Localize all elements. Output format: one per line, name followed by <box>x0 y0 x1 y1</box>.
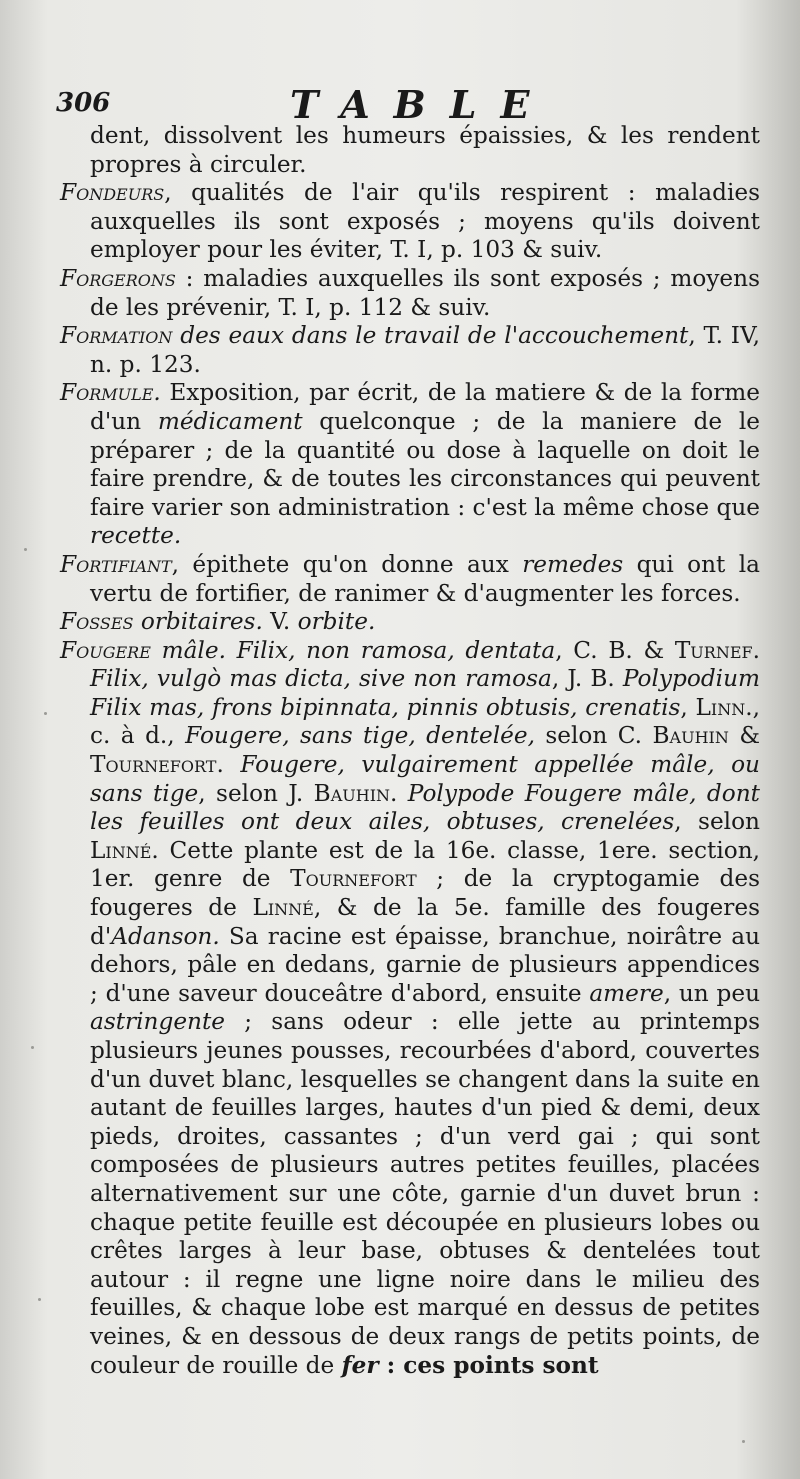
entry-fougere <box>60 637 760 1380</box>
entry-italic-text: astringente <box>90 1008 226 1036</box>
paper-fleck <box>742 1440 745 1443</box>
entry-italic-text: fer <box>341 1351 379 1379</box>
entry-author-name: Bauhin & Tournefort. <box>90 722 760 779</box>
entry-italic-text: mâle. Filix, non ramosa, dentata <box>150 636 556 664</box>
entry-fortifiant <box>60 551 760 608</box>
entry-author-name: Linné <box>252 894 314 922</box>
entry-italic-text: amere <box>589 979 664 1007</box>
entry-headword: Fortifiant <box>60 550 172 578</box>
page-number: 306 <box>56 88 111 118</box>
entry-italic-text: Adanson. <box>111 922 220 950</box>
entry-formule <box>60 379 760 551</box>
entry-text: , qualités de l'air qu'ils respirent : maladies auxquelles ils sont exposés ; moyens qu'ils doivent employer pour les éviter, T. I, p. 103 & suiv. <box>90 179 760 264</box>
running-title: TABLE <box>290 82 554 127</box>
entry-text: ; sans odeur : elle jette au printemps plusieurs jeunes pousses, recourbées d'abord, couvertes d'un duvet blanc, lesquelles se changent dans la suite en autant de feuilles larges, hautes d'un pied & demi, deux pieds, droites, cassantes ; d'un verd gai ; qui sont composées de plusieurs autres petites feuilles, placées alternativement sur une côte, garnie d'un duvet brun : chaque petite feuille est découpée en plusieurs lobes ou crêtes larges à leur base, obtuses & dentelées tout autour : il regne une ligne noire dans le milieu des feuilles, & chaque lobe est marqué en dessus de petites veines, & en dessous de deux rangs de petits points, de couleur de rouille de <box>90 1008 760 1379</box>
entry-italic-text: Filix, vulgò mas dicta, sive non ramosa <box>90 665 552 693</box>
entry-headword: Formule. <box>60 379 161 407</box>
index-body <box>60 122 760 1380</box>
entry-text: Cette plante est de la 16e. classe, 1ere. section, 1er. genre de <box>90 836 760 893</box>
entry-author-name: Turnef. <box>674 636 760 664</box>
entry-italic-text: recette. <box>90 522 182 550</box>
entry-italic-text: remedes <box>522 550 624 578</box>
paper-fleck <box>44 712 47 715</box>
entry-italic-text: Polypodium Filix mas, frons bipinnata, pinnis obtusis, crenatis <box>90 665 760 721</box>
entry-text: , selon <box>674 808 760 836</box>
entry-forgerons <box>60 265 760 322</box>
entry-headword: Forgerons <box>60 264 176 292</box>
entry-text: , un peu <box>663 979 761 1007</box>
entry-fosses <box>60 608 760 637</box>
entry-author-name: Bauhin. <box>313 779 398 807</box>
entry-text: : ces points sont <box>378 1351 599 1379</box>
entry-text: , <box>680 693 696 721</box>
paper-fleck <box>31 1046 34 1049</box>
entry-author-name: Linné. <box>90 836 159 864</box>
entry-headword: Fosses <box>60 608 134 636</box>
entry-text: ; de la cryptogamie des fougeres de <box>90 865 760 922</box>
entry-text: , T. IV, n. p. 123. <box>90 322 761 378</box>
entry-italic-text: Fougere, vulgairement appellée mâle, ou sans tige <box>90 751 760 807</box>
entry-text: , épithete qu'on donne aux <box>171 550 523 578</box>
entry-italic-text: Polypode Fougere mâle, dont les feuilles ont deux ailes, obtuses, crenelées <box>90 779 760 836</box>
entry-italic-text: des eaux dans le travail de l'accouchement <box>172 322 689 350</box>
entry-text: : maladies auxquelles ils sont exposés ; moyens de les prévenir, T. I, p. 112 & suiv. <box>90 264 760 321</box>
entry-headword: Fondeurs <box>60 179 165 207</box>
paper-fleck <box>24 548 27 551</box>
paper-fleck <box>38 1298 41 1301</box>
entry-headword: Fougere <box>60 636 151 664</box>
entry-italic-text: orbitaires. <box>133 608 263 636</box>
entry-continuation <box>60 122 760 179</box>
entry-italic-text: Fougere, sans tige, dentelée, <box>185 722 535 750</box>
entry-text: V. <box>262 608 298 636</box>
entry-text: selon C. <box>534 722 653 750</box>
entry-fondeurs <box>60 179 760 265</box>
entry-text: , c. à d., <box>90 693 760 750</box>
entry-text: qui ont la vertu de fortifier, de ranimer & d'augmenter les forces. <box>90 550 760 607</box>
entry-formation <box>60 322 760 379</box>
entry-author-name: Linn. <box>695 693 753 721</box>
entry-text: , & de la 5e. famille des fougeres d' <box>90 894 760 950</box>
entry-text: , selon J. <box>198 779 314 807</box>
entry-italic-text: médicament <box>157 407 303 435</box>
entry-author-name: Tournefort <box>290 865 417 893</box>
entry-text: , J. B. <box>551 665 623 693</box>
entry-headword: Formation <box>60 322 173 350</box>
entry-text: Sa racine est épaisse, branchue, noirâtre au dehors, pâle en dedans, garnie de plusieurs appendices ; d'une saveur douceâtre d'abord, ensuite <box>90 922 760 1007</box>
entry-text: quelconque ; de la maniere de le préparer ; de la quantité ou dose à laquelle on doit le faire prendre, & de toutes les circonstances qui peuvent faire varier son administration : c'est la même chose que <box>90 407 760 521</box>
entry-text: , C. B. & <box>555 636 675 664</box>
entry-text: dent, dissolvent les humeurs épaissies, & les rendent propres à circuler. <box>90 122 760 178</box>
entry-italic-text: orbite. <box>297 608 376 636</box>
entry-text: Exposition, par écrit, de la matiere & de la forme d'un <box>90 379 760 435</box>
